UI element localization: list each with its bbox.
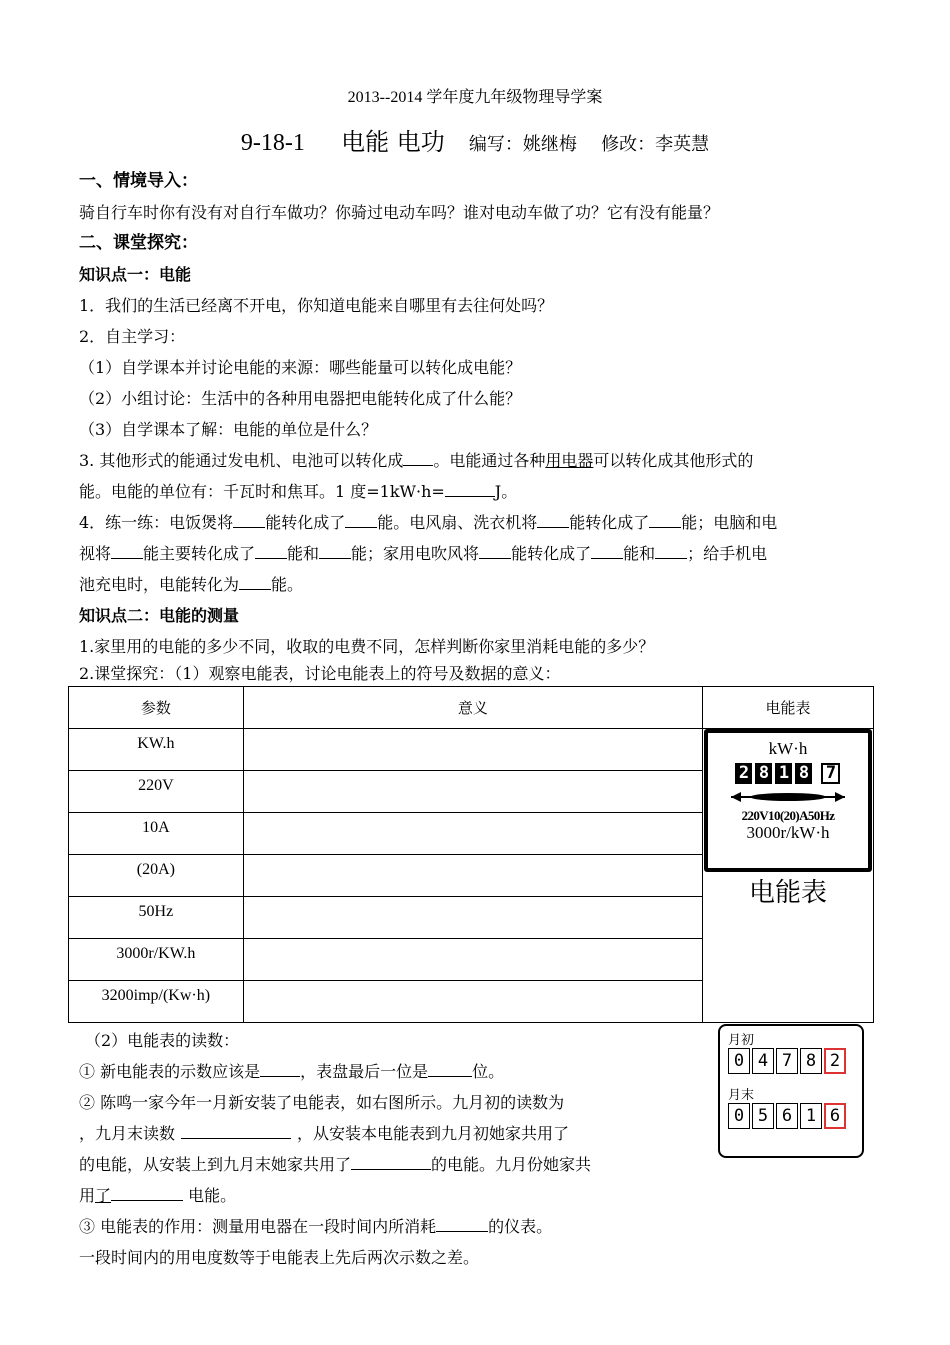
parameter-table <box>68 686 874 1023</box>
table-header-param: 参数 <box>69 687 244 729</box>
answer-blank[interactable] <box>537 510 569 528</box>
answer-cell[interactable] <box>243 771 702 813</box>
monthly-meter-readings <box>718 1024 864 1158</box>
meter-cell <box>702 729 873 1023</box>
answer-blank[interactable] <box>403 448 433 466</box>
meter-caption: 电能表 <box>748 878 827 908</box>
table-row-label: 3000r/KW.h <box>69 939 244 981</box>
reading-heading: （2）电能表的读数： <box>85 1031 240 1050</box>
energy-meter-image <box>704 729 872 872</box>
lesson-number: 9-18-1 <box>240 130 305 156</box>
answer-cell[interactable] <box>243 897 702 939</box>
kp1-q4-line3: 池充电时，电能转化为 能。 <box>79 569 873 600</box>
kp1-heading: 知识点一：电能 <box>79 265 192 284</box>
meter-rotor-icon <box>713 790 863 804</box>
answer-blank[interactable] <box>436 1214 488 1232</box>
reviser: 修改：李英慧 <box>601 134 710 155</box>
answer-blank[interactable] <box>655 541 687 559</box>
author: 编写：姚继梅 <box>468 134 577 155</box>
answer-blank[interactable] <box>479 541 511 559</box>
answer-blank[interactable] <box>111 541 143 559</box>
section2-heading: 二、课堂探究： <box>79 233 198 253</box>
reading-r2-line3: 的电能，从安装上到九月末她家共用了 的电能。九月份她家共 <box>79 1149 694 1180</box>
answer-cell[interactable] <box>243 981 702 1023</box>
table-row-label: 50Hz <box>69 897 244 939</box>
kp1-q2b: （2）小组讨论：生活中的各种用电器把电能转化成了什么能？ <box>79 389 522 408</box>
answer-blank[interactable] <box>255 541 287 559</box>
meter-digits: 2 8 1 8 7 <box>708 763 868 784</box>
meter-constant: 3000r/kW·h <box>746 823 830 842</box>
table-row-label: (20A) <box>69 855 244 897</box>
reading-r2-line4: 用了 电能。 <box>79 1180 694 1211</box>
start-digits: 0 4 7 8 2 <box>728 1048 862 1074</box>
table-header-meter: 电能表 <box>702 687 873 729</box>
answer-cell[interactable] <box>243 813 702 855</box>
reading-r2-line2: ，九月末读数 ，从安装本电能表到九月初她家共用了 <box>79 1118 694 1149</box>
section1-heading: 一、情境导入： <box>79 171 198 191</box>
answer-blank[interactable] <box>345 510 377 528</box>
table-row-label: 3200imp/(Kw·h) <box>69 981 244 1023</box>
answer-cell[interactable] <box>243 729 702 771</box>
kp1-q3-line1: 3. 其他形式的能通过发电机、电池可以转化成 。电能通过各种用电器可以转化成其他形式的 <box>79 445 873 476</box>
kp1-q2a: （1）自学课本并讨论电能的来源：哪些能量可以转化成电能？ <box>79 358 522 377</box>
table-header-meaning: 意义 <box>243 687 702 729</box>
answer-blank[interactable] <box>319 541 351 559</box>
reading-r2-line1: ② 陈鸣一家今年一月新安装了电能表，如右图所示。九月初的读数为 <box>79 1093 565 1112</box>
answer-blank[interactable] <box>239 572 271 590</box>
meter-unit: kW·h <box>768 739 808 758</box>
answer-blank[interactable] <box>260 1059 300 1077</box>
kp1-q4-line1: 4．练一练：电饭煲将 能转化成了 能。电风扇、洗衣机将 能转化成了 能；电脑和电 <box>79 507 873 538</box>
table-row-label: 10A <box>69 813 244 855</box>
end-label: 月末 <box>728 1088 755 1103</box>
reading-r3: ③ 电能表的作用：测量用电器在一段时间内所消耗 的仪表。 <box>79 1211 873 1242</box>
kp2-q1: 1.家里用的电能的多少不同，收取的电费不同，怎样判断你家里消耗电能的多少？ <box>79 637 655 656</box>
answer-blank[interactable] <box>428 1059 472 1077</box>
answer-blank[interactable] <box>649 510 681 528</box>
kp1-q2c: （3）自学课本了解：电能的单位是什么？ <box>79 420 378 439</box>
school-year: 2013--2014 学年度九年级物理导学案 <box>347 89 603 106</box>
kp1-q4-line2: 视将 能主要转化成了 能和 能；家用电吹风将 能转化成了 能和 ；给手机电 <box>79 538 873 569</box>
kp2-q2: 2.课堂探究：（1）观察电能表，讨论电能表上的符号及数据的意义： <box>79 664 561 683</box>
reading-r1: ① 新电能表的示数应该是 ，表盘最后一位是 位。 <box>79 1056 694 1087</box>
kp1-q3-line2: 能。电能的单位有：千瓦时和焦耳。1 度=1kW·h= J。 <box>79 476 873 507</box>
answer-cell[interactable] <box>243 855 702 897</box>
answer-blank[interactable] <box>591 541 623 559</box>
kp1-q1: 1．我们的生活已经离不开电，你知道电能来自哪里有去往何处吗？ <box>79 296 554 315</box>
answer-blank[interactable] <box>233 510 265 528</box>
answer-blank[interactable] <box>445 479 495 497</box>
answer-blank[interactable] <box>111 1183 183 1201</box>
end-digits: 0 5 6 1 6 <box>728 1103 862 1129</box>
table-row-label: KW.h <box>69 729 244 771</box>
start-label: 月初 <box>728 1033 755 1048</box>
lesson-title-line <box>0 122 950 157</box>
answer-blank[interactable] <box>181 1121 291 1139</box>
answer-cell[interactable] <box>243 939 702 981</box>
kp1-q2: 2．自主学习： <box>79 327 186 346</box>
section1-text: 骑自行车时你有没有对自行车做功？你骑过电动车吗？谁对电动车做了功？它有没有能量？ <box>79 203 720 222</box>
meter-rating: 220V10(20)A50Hz <box>741 808 835 823</box>
kp2-heading: 知识点二：电能的测量 <box>79 606 240 625</box>
answer-blank[interactable] <box>351 1152 431 1170</box>
answer-blank[interactable]: 了 <box>95 1186 112 1205</box>
lesson-title: 电能 电功 <box>341 128 445 156</box>
table-row-label: 220V <box>69 771 244 813</box>
reading-r4: 一段时间内的用电度数等于电能表上先后两次示数之差。 <box>79 1248 480 1267</box>
